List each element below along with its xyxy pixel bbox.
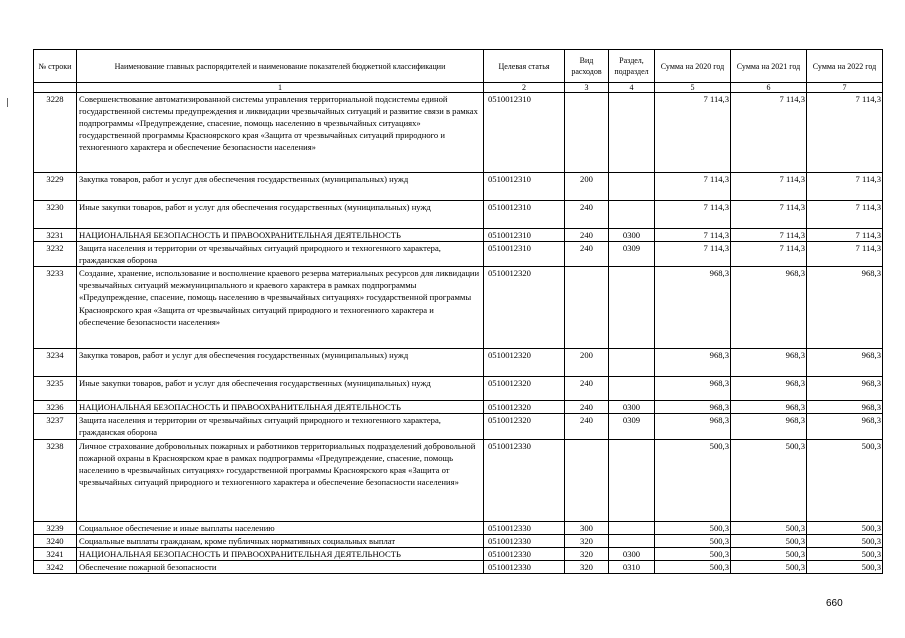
section-code xyxy=(609,173,655,201)
sum-2020: 7 114,3 xyxy=(655,93,731,173)
header-name: Наименование главных распорядителей и наименование показателей бюджетной классификации xyxy=(77,50,484,83)
column-number: 2 xyxy=(484,83,565,93)
expense-type: 240 xyxy=(565,377,609,401)
expense-type: 240 xyxy=(565,201,609,229)
sum-2021: 968,3 xyxy=(731,349,807,377)
expense-type: 300 xyxy=(565,521,609,534)
target-article: 0510012330 xyxy=(484,560,565,573)
section-code: 0300 xyxy=(609,547,655,560)
budget-table xyxy=(33,49,883,574)
table-row xyxy=(34,349,883,377)
row-name: Иные закупки товаров, работ и услуг для обеспечения государственных (муниципальных) нужд xyxy=(77,201,484,229)
expense-type xyxy=(565,267,609,349)
table-row xyxy=(34,229,883,242)
target-article: 0510012310 xyxy=(484,173,565,201)
table-row xyxy=(34,93,883,173)
row-name: Создание, хранение, использование и восполнение краевого резерва материальных ресурсов для ликвидации чрезвычайных ситуаций межмуниципального и краевого характера в рамках подпрограммы «Предупреждение, спасение, помощь населению в чрезвычайных ситуациях» государственной программы Красноярского края «Защита от чрезвычайных ситуаций природного и техногенного характера и обеспечение безопасности населения» xyxy=(77,267,484,349)
row-name: Совершенствование автоматизированной системы управления территориальной подсистемы единой государственной системы предупреждения и ликвидации чрезвычайных ситуаций и развитие связи в рамках подпрограммы «Предупреждение, спасение, помощь населению в чрезвычайных ситуациях» государственной программы Красноярского края «Защита от чрезвычайных ситуаций природного и техногенного характера и обеспечение безопасности населения» xyxy=(77,93,484,173)
table-header-row xyxy=(34,50,883,83)
sum-2020: 968,3 xyxy=(655,377,731,401)
row-number: 3228 xyxy=(34,93,77,173)
section-code xyxy=(609,201,655,229)
header-sum-2021: Сумма на 2021 год xyxy=(731,50,807,83)
sum-2021: 968,3 xyxy=(731,401,807,414)
target-article: 0510012310 xyxy=(484,93,565,173)
sum-2020: 968,3 xyxy=(655,401,731,414)
table-row xyxy=(34,439,883,521)
section-code xyxy=(609,521,655,534)
table-row xyxy=(34,547,883,560)
table-row xyxy=(34,377,883,401)
row-name: Защита населения и территории от чрезвычайных ситуаций природного и техногенного характера, гражданская оборона xyxy=(77,242,484,267)
sum-2020: 500,3 xyxy=(655,560,731,573)
target-article: 0510012310 xyxy=(484,242,565,267)
row-name: Защита населения и территории от чрезвычайных ситуаций природного и техногенного характера, гражданская оборона xyxy=(77,414,484,439)
sum-2020: 500,3 xyxy=(655,547,731,560)
section-code: 0300 xyxy=(609,401,655,414)
sum-2022: 500,3 xyxy=(807,560,883,573)
sum-2021: 500,3 xyxy=(731,439,807,521)
sum-2021: 968,3 xyxy=(731,414,807,439)
row-number: 3239 xyxy=(34,521,77,534)
sum-2022: 968,3 xyxy=(807,401,883,414)
target-article: 0510012320 xyxy=(484,349,565,377)
sum-2021: 500,3 xyxy=(731,560,807,573)
sum-2020: 7 114,3 xyxy=(655,173,731,201)
header-sum-2022: Сумма на 2022 год xyxy=(807,50,883,83)
section-code: 0309 xyxy=(609,414,655,439)
row-name: НАЦИОНАЛЬНАЯ БЕЗОПАСНОСТЬ И ПРАВООХРАНИТЕЛЬНАЯ ДЕЯТЕЛЬНОСТЬ xyxy=(77,401,484,414)
sum-2021: 500,3 xyxy=(731,547,807,560)
target-article: 0510012330 xyxy=(484,534,565,547)
table-row xyxy=(34,521,883,534)
target-article: 0510012310 xyxy=(484,229,565,242)
budget-table-sheet xyxy=(33,49,882,574)
expense-type: 200 xyxy=(565,173,609,201)
column-number: 7 xyxy=(807,83,883,93)
expense-type xyxy=(565,93,609,173)
column-number xyxy=(34,83,77,93)
sum-2021: 7 114,3 xyxy=(731,242,807,267)
column-number-row xyxy=(34,83,883,93)
sum-2020: 7 114,3 xyxy=(655,201,731,229)
row-number: 3237 xyxy=(34,414,77,439)
row-name: Иные закупки товаров, работ и услуг для обеспечения государственных (муниципальных) нужд xyxy=(77,377,484,401)
table-row xyxy=(34,242,883,267)
row-name: Личное страхование добровольных пожарных и работников территориальных подразделений добровольной пожарной охраны в Красноярском крае в рамках подпрограммы «Предупреждение, спасение, помощь населению в чрезвычайных ситуациях» государственной программы Красноярского края «Защита от чрезвычайных ситуаций природного и техногенного характера и обеспечение безопасности населения» xyxy=(77,439,484,521)
header-sum-2020: Сумма на 2020 год xyxy=(655,50,731,83)
sum-2022: 500,3 xyxy=(807,547,883,560)
target-article: 0510012320 xyxy=(484,414,565,439)
sum-2021: 968,3 xyxy=(731,377,807,401)
sum-2022: 500,3 xyxy=(807,534,883,547)
sum-2020: 7 114,3 xyxy=(655,229,731,242)
sum-2022: 968,3 xyxy=(807,377,883,401)
sum-2022: 7 114,3 xyxy=(807,173,883,201)
sum-2022: 968,3 xyxy=(807,349,883,377)
target-article: 0510012320 xyxy=(484,401,565,414)
column-number: 5 xyxy=(655,83,731,93)
sum-2021: 500,3 xyxy=(731,534,807,547)
table-row xyxy=(34,401,883,414)
sum-2022: 7 114,3 xyxy=(807,242,883,267)
sum-2022: 500,3 xyxy=(807,439,883,521)
sum-2020: 968,3 xyxy=(655,349,731,377)
sum-2021: 500,3 xyxy=(731,521,807,534)
sum-2020: 500,3 xyxy=(655,534,731,547)
section-code xyxy=(609,439,655,521)
target-article: 0510012320 xyxy=(484,377,565,401)
section-code xyxy=(609,93,655,173)
expense-type: 240 xyxy=(565,414,609,439)
row-number: 3236 xyxy=(34,401,77,414)
sum-2020: 968,3 xyxy=(655,267,731,349)
row-number: 3234 xyxy=(34,349,77,377)
expense-type: 320 xyxy=(565,534,609,547)
sum-2020: 500,3 xyxy=(655,521,731,534)
expense-type: 320 xyxy=(565,547,609,560)
sum-2022: 968,3 xyxy=(807,267,883,349)
sum-2020: 7 114,3 xyxy=(655,242,731,267)
row-name: Социальные выплаты гражданам, кроме публичных нормативных социальных выплат xyxy=(77,534,484,547)
header-row-number: № строки xyxy=(34,50,77,83)
section-code xyxy=(609,377,655,401)
sum-2022: 7 114,3 xyxy=(807,93,883,173)
expense-type: 200 xyxy=(565,349,609,377)
row-number: 3242 xyxy=(34,560,77,573)
section-code xyxy=(609,349,655,377)
expense-type: 240 xyxy=(565,242,609,267)
sum-2022: 500,3 xyxy=(807,521,883,534)
sum-2021: 7 114,3 xyxy=(731,93,807,173)
row-name: Закупка товаров, работ и услуг для обеспечения государственных (муниципальных) нужд xyxy=(77,349,484,377)
row-name: НАЦИОНАЛЬНАЯ БЕЗОПАСНОСТЬ И ПРАВООХРАНИТЕЛЬНАЯ ДЕЯТЕЛЬНОСТЬ xyxy=(77,547,484,560)
expense-type xyxy=(565,439,609,521)
sum-2022: 7 114,3 xyxy=(807,201,883,229)
row-name: Обеспечение пожарной безопасности xyxy=(77,560,484,573)
section-code: 0309 xyxy=(609,242,655,267)
target-article: 0510012330 xyxy=(484,439,565,521)
expense-type: 240 xyxy=(565,401,609,414)
row-name: Социальное обеспечение и иные выплаты населению xyxy=(77,521,484,534)
row-number: 3232 xyxy=(34,242,77,267)
row-number: 3238 xyxy=(34,439,77,521)
sum-2021: 7 114,3 xyxy=(731,229,807,242)
sum-2021: 7 114,3 xyxy=(731,173,807,201)
sum-2021: 7 114,3 xyxy=(731,201,807,229)
target-article: 0510012310 xyxy=(484,201,565,229)
target-article: 0510012330 xyxy=(484,521,565,534)
section-code: 0310 xyxy=(609,560,655,573)
table-row xyxy=(34,267,883,349)
column-number: 4 xyxy=(609,83,655,93)
row-number: 3229 xyxy=(34,173,77,201)
row-number: 3231 xyxy=(34,229,77,242)
row-number: 3230 xyxy=(34,201,77,229)
table-row xyxy=(34,560,883,573)
sum-2022: 7 114,3 xyxy=(807,229,883,242)
section-code: 0300 xyxy=(609,229,655,242)
expense-type: 240 xyxy=(565,229,609,242)
table-row xyxy=(34,201,883,229)
column-number: 3 xyxy=(565,83,609,93)
sum-2020: 968,3 xyxy=(655,414,731,439)
row-name: НАЦИОНАЛЬНАЯ БЕЗОПАСНОСТЬ И ПРАВООХРАНИТЕЛЬНАЯ ДЕЯТЕЛЬНОСТЬ xyxy=(77,229,484,242)
margin-mark xyxy=(7,98,8,107)
page-number: 660 xyxy=(826,598,843,609)
header-expense-type: Вид расходов xyxy=(565,50,609,83)
row-number: 3235 xyxy=(34,377,77,401)
sum-2021: 968,3 xyxy=(731,267,807,349)
row-number: 3233 xyxy=(34,267,77,349)
row-name: Закупка товаров, работ и услуг для обеспечения государственных (муниципальных) нужд xyxy=(77,173,484,201)
row-number: 3241 xyxy=(34,547,77,560)
table-row xyxy=(34,173,883,201)
table-row xyxy=(34,534,883,547)
sum-2020: 500,3 xyxy=(655,439,731,521)
column-number: 1 xyxy=(77,83,484,93)
section-code xyxy=(609,267,655,349)
header-target-article: Целевая статья xyxy=(484,50,565,83)
section-code xyxy=(609,534,655,547)
target-article: 0510012330 xyxy=(484,547,565,560)
row-number: 3240 xyxy=(34,534,77,547)
target-article: 0510012320 xyxy=(484,267,565,349)
column-number: 6 xyxy=(731,83,807,93)
sum-2022: 968,3 xyxy=(807,414,883,439)
table-row xyxy=(34,414,883,439)
header-section: Раздел, подраздел xyxy=(609,50,655,83)
expense-type: 320 xyxy=(565,560,609,573)
